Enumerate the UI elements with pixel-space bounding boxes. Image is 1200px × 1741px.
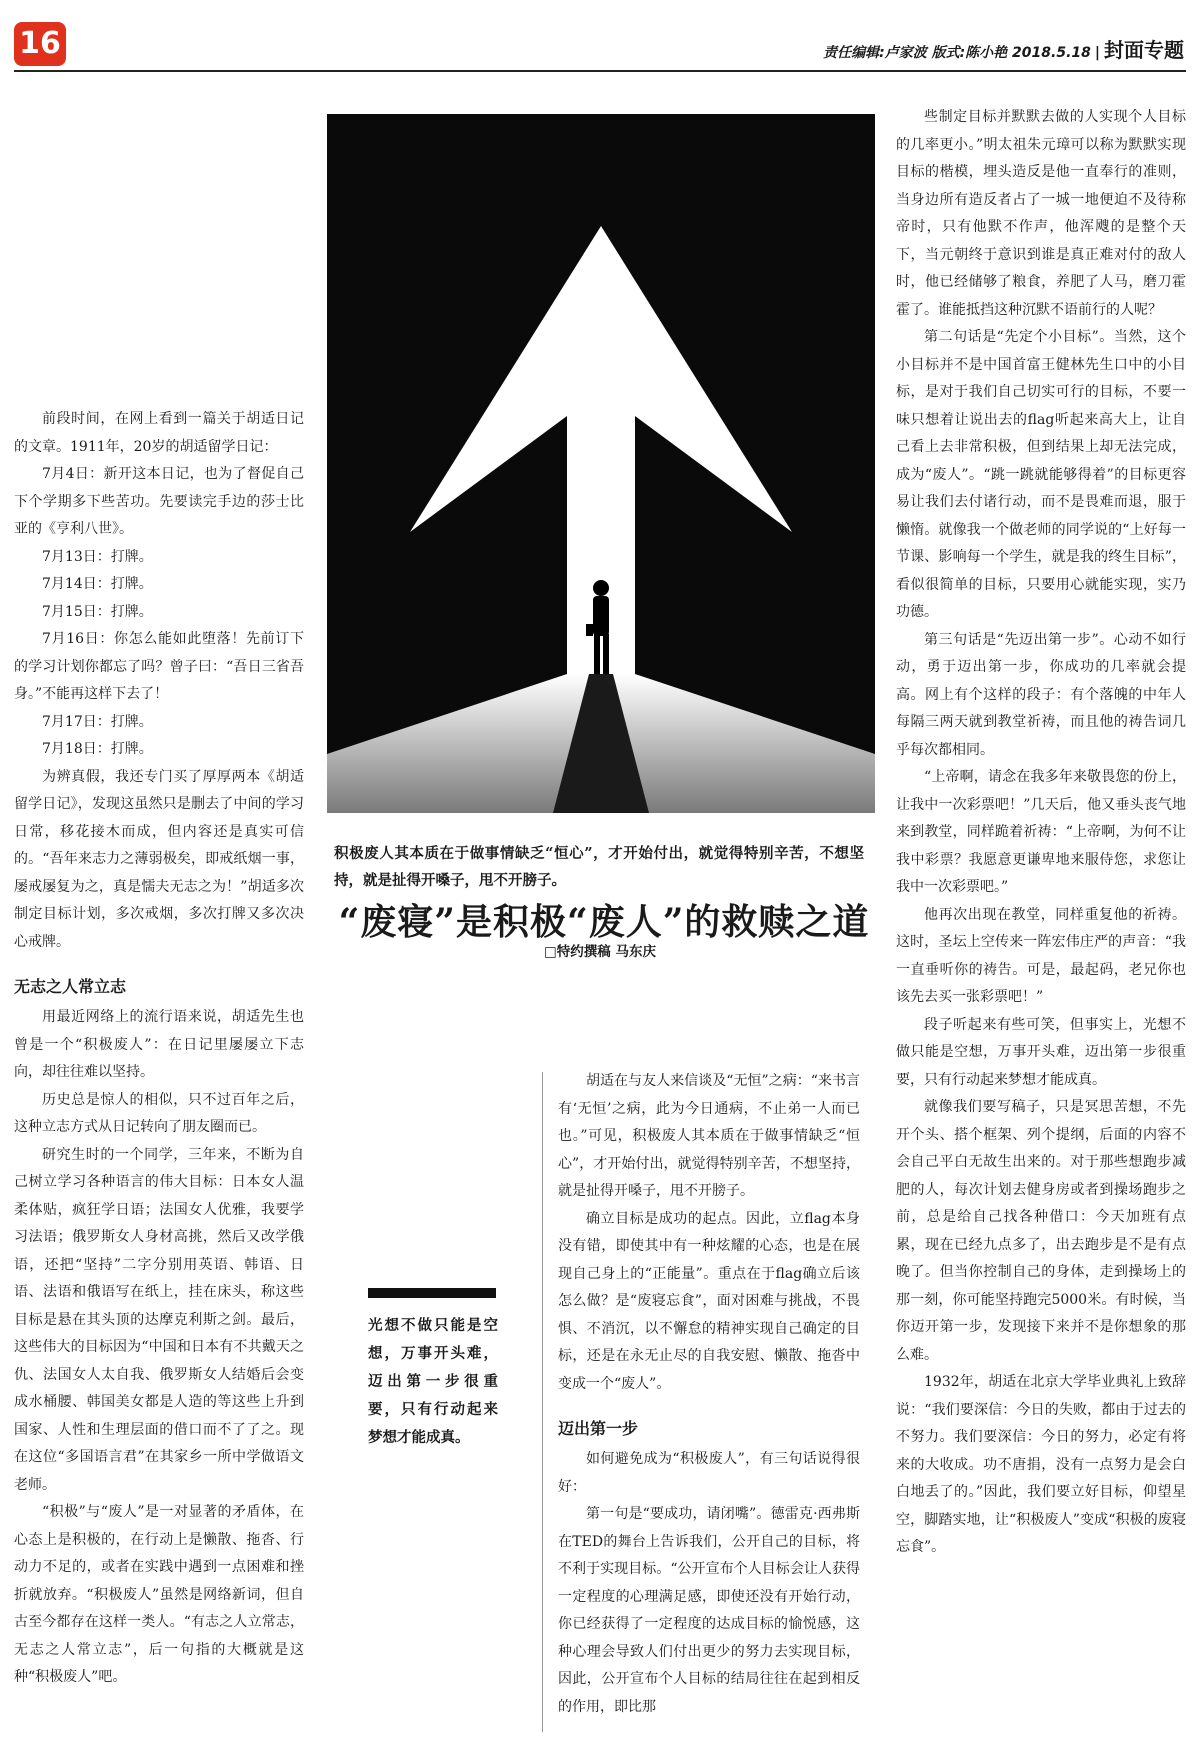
paragraph: “上帝啊，请念在我多年来敬畏您的份上，让我中一次彩票吧！”几天后，他又垂头丧气地来到教堂，同样跪着祈祷：“上帝啊，为何不让我中彩票？我愿意更谦卑地来服侍您，求您让我中一次彩票吧。”: [896, 769, 1186, 895]
article-headline: “废寝”是积极“废人”的救赎之道: [338, 901, 870, 943]
paragraph: “积极”与“废人”是一对显著的矛盾体，在心态上是积极的，在行动上是懒散、拖沓、行动力不足的，或者在实践中遇到一点困难和挫折就放弃。“积极废人”虽然是网络新词，但自古至今都存在这样一类人。“有志之人立常志，无志之人常立志”，后一句指的大概就是这种“积极废人”吧。: [14, 1504, 304, 1685]
paragraph: 段子听起来有些可笑，但事实上，光想不做只能是空想，万事开头难，迈出第一步很重要，只有行动起来梦想才能成真。: [896, 1016, 1186, 1088]
arrow-illustration: [327, 114, 875, 813]
paragraph: 7月15日：打牌。: [42, 603, 153, 620]
col1-intro: [14, 406, 304, 956]
feature-illustration: [327, 114, 875, 813]
paragraph: 第三句话是“先迈出第一步”。心动不如行动，勇于迈出第一步，你成功的几率就会提高。网上有个这样的段子：有个落魄的中年人每隔三两天就到教堂祈祷，而且他的祷告词几乎每次都相同。: [896, 631, 1186, 758]
paragraph: 7月14日：打牌。: [42, 576, 153, 592]
paragraph: 如何避免成为“积极废人”，有三句话说得很好：: [558, 1451, 860, 1495]
paragraph: 用最近网络上的流行语来说，胡适先生也曾是一个“积极废人”：在日记里屡屡立下志向，却往往难以坚持。: [14, 1009, 304, 1080]
paragraph: 第二句话是“先定个小目标”。当然，这个小目标并不是中国首富王健林先生口中的小目标，是对于我们自己切实可行的目标，不要一味只想着让说出去的flag听起来高大上，让自己看上去非常积极，但到结果上却无法完成，成为“废人”。“跳一跳就能够得着”的目标更容易让我们去付诸行动，而不是畏难而退，服于懒惰。就像我一个做老师的同学说的“上好每一节课、影响每一个学生，就是我的终生目标”，看似很简单的目标，只要用心就能实现，实乃功德。: [896, 329, 1186, 620]
header-info: 责任编辑:卢家波 版式:陈小艳 2018.5.18 | 封面专题: [823, 38, 1184, 62]
colmid-intro: [558, 1068, 860, 1398]
column-right: [896, 104, 1186, 1562]
colmid-body: [558, 1446, 860, 1721]
paragraph: 7月17日：打牌。: [42, 713, 153, 730]
header-section: 封面专题: [1104, 38, 1184, 62]
paragraph: 第一句是“要成功，请闭嘴”。德雷克·西弗斯在TED的舞台上告诉我们，公开自己的目标，将不利于实现目标。“公开宣布个人目标会让人获得一定程度的心理满足感，即使还没有开始行动，你已经获得了一定程度的达成目标的愉悦感，这种心理会导致人们付出更少的努力去实现目标，因此，公开宣布个人目标的结局往往在起到相反的作用，即比那: [558, 1506, 860, 1715]
page-header: [0, 0, 1200, 72]
header-divider: [14, 70, 1186, 72]
col1-body: [14, 1004, 304, 1692]
paragraph: 些制定目标并默默去做的人实现个人目标的几率更小。”明太祖朱元璋可以称为默默实现目标的楷模，埋头造反是他一直奉行的准则，当身边所有造反者占了一城一地便迫不及待称帝时，只有他默不作声，他浑飕的是整个天下，当元朝终于意识到谁是真正难对付的敌人时，他已经储够了粮食，养肥了人马，磨刀霍霍了。谁能抵挡这种沉默不语前行的人呢？: [896, 109, 1186, 318]
paragraph: 7月13日：打牌。: [42, 548, 153, 565]
col1-subheading: 无志之人常立志: [14, 977, 127, 996]
pull-quote: 光想不做只能是空想，万事开头难，迈出第一步很重要，只有行动起来梦想才能成真。: [368, 1317, 498, 1446]
paragraph: 为辨真假，我还专门买了厚厚两本《胡适留学日记》，发现这虽然只是删去了中间的学习日常，移花接木而成，但内容还是真实可信的。“吾年来志力之薄弱极矣，即戒纸烟一事，屡戒屡复为之，真是懦夫无志之为！”胡适多次制定目标计划，多次戒烟，多次打牌又多次决心戒牌。: [14, 768, 304, 950]
column-middle: [558, 1068, 860, 1733]
paragraph: 他再次出现在教堂，同样重复他的祈祷。这时，圣坛上空传来一阵宏伟庄严的声音：“我一直垂听你的祷告。可是，最起码，老兄你也该先去买一张彩票吧！”: [896, 906, 1186, 1005]
header-credits: 责任编辑:卢家波 版式:陈小艳 2018.5.18: [823, 45, 1091, 61]
column-left: [14, 406, 304, 1692]
pull-quote-bar: [368, 1288, 496, 1298]
paragraph: 研究生时的一个同学，三年来，不断为自己树立学习各种语言的伟大目标：日本女人温柔体贴，疯狂学日语；法国女人优雅，我要学习法语；俄罗斯女人身材高挑，然后又改学俄语，还把“坚持”二字分别用英语、韩语、日语、法语和俄语写在纸上，挂在床头，称这些目标是悬在其头顶的达摩克利斯之剑。最后，这些伟大的目标因为“中国和日本有不共戴天之仇、法国女人太自我、俄罗斯女人结婚后会变成水桶腰、韩国美女都是人造的等这些上升到国家、人性和生理层面的借口而不了了之。现在这位“多国语言君”在其家乡一所中学做语文老师。: [14, 1146, 304, 1493]
paragraph: 7月4日：新开这本日记，也为了督促自己下个学期多下些苦功。先要读完手边的莎士比亚的《亨利八世》。: [14, 466, 304, 537]
article-lead: 积极废人其本质在于做事情缺乏“恒心”，才开始付出，就觉得特别辛苦，不想坚持，就是扯得开嗓子，甩不开膀子。: [334, 845, 864, 889]
paragraph: 就像我们要写稿子，只是冥思苦想，不先开个头、搭个框架、列个提纲，后面的内容不会自己平白无故生出来的。对于那些想跑步减肥的人，每次计划去健身房或者到操场跑步之前，总是给自己找各种借口：今天加班有点累，现在已经九点多了，出去跑步是不是有点晚了。但当你控制自己的身体，走到操场上的那一刻，你可能坚持跑完5000米。有时候，当你迈开第一步，发现接下来并不是你想象的那么难。: [896, 1099, 1186, 1363]
colmid-subheading: 迈出第一步: [558, 1419, 639, 1438]
paragraph: 确立目标是成功的起点。因此，立flag本身没有错，即使其中有一种炫耀的心态，也是在展现自己身上的“正能量”。重点在于flag确立后该怎么做？是“废寝忘食”，面对困难与挑战，不畏惧、不消沉，以不懈怠的精神实现自己确定的目标，还是在永无止尽的自我安慰、懒散、拖沓中变成一个“废人”。: [558, 1210, 860, 1392]
paragraph: 7月16日：你怎么能如此堕落！先前订下的学习计划你都忘了吗？曾子曰：“吾日三省吾身。”不能再这样下去了！: [14, 631, 304, 702]
paragraph: 前段时间，在网上看到一篇关于胡适日记的文章。1911年，20岁的胡适留学日记：: [14, 411, 304, 455]
article-byline: □特约撰稿 马东庆: [544, 944, 656, 960]
paragraph: 1932年，胡适在北京大学毕业典礼上致辞说：“我们要深信：今日的失败，都由于过去的不努力。我们要深信：今日的努力，必定有将来的大收成。功不唐捐，没有一点努力是会白白地丢了的。”因此，我们要立好目标，仰望星空，脚踏实地，让“积极废人”变成“积极的废寝忘食”。: [896, 1374, 1186, 1555]
page-number: 16: [14, 22, 66, 66]
paragraph: 7月18日：打牌。: [42, 741, 153, 757]
column-divider: [542, 1072, 543, 1732]
paragraph: 胡适在与友人来信谈及“无恒”之病：“来书言有‘无恒’之病，此为今日通病，不止弟一人而已也。”可见，积极废人其本质在于做事情缺乏“恒心”，才开始付出，就觉得特别辛苦，不想坚持，就是扯得开嗓子，甩不开膀子。: [558, 1073, 860, 1199]
colright-body: [896, 104, 1186, 1562]
paragraph: 历史总是惊人的相似，只不过百年之后，这种立志方式从日记转向了朋友圈而已。: [14, 1091, 304, 1135]
